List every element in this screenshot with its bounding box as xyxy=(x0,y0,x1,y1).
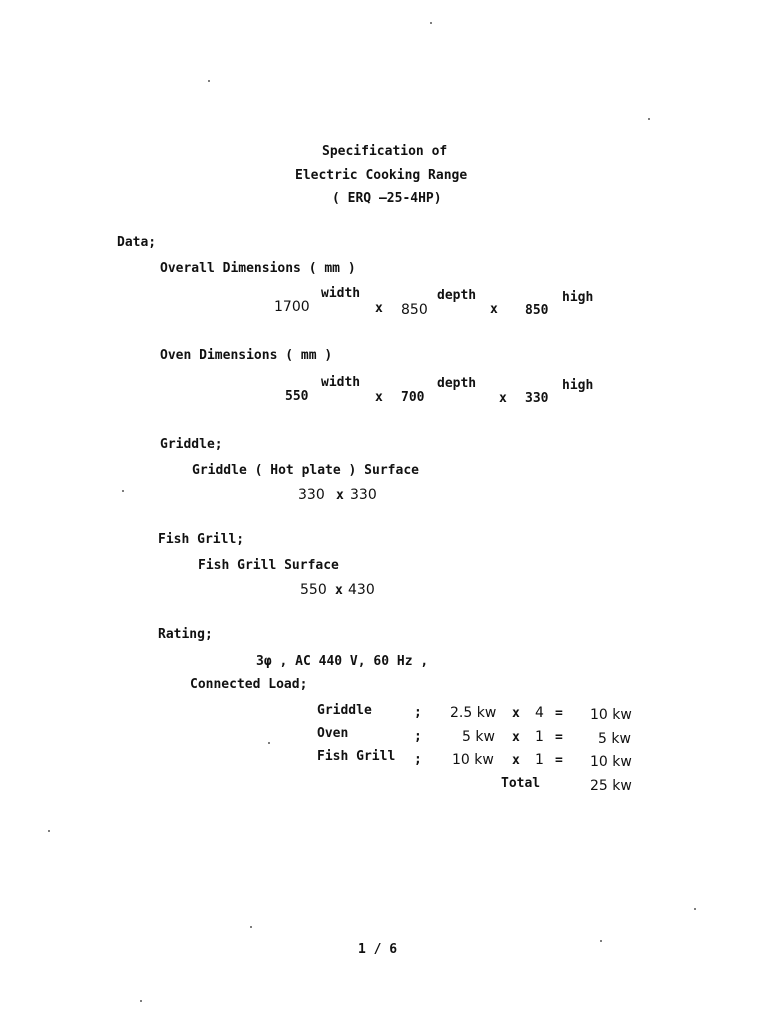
load-times: x xyxy=(512,753,520,768)
data-heading: Data; xyxy=(117,235,157,250)
fish-grill-size-times: x xyxy=(335,583,343,598)
load-name: Griddle xyxy=(317,703,372,718)
load-name: Fish Grill xyxy=(317,749,396,764)
load-unit-kw: 2.5 kw xyxy=(450,705,497,721)
overall-dimensions-label: Overall Dimensions ( mm ) xyxy=(160,261,356,276)
connected-load-label: Connected Load; xyxy=(190,677,308,692)
load-sep: ; xyxy=(414,729,422,744)
overall-high-value: 850 xyxy=(525,303,549,318)
load-total: 10 kw xyxy=(590,707,632,723)
scan-speck xyxy=(250,926,252,928)
scan-speck xyxy=(140,1000,142,1002)
load-qty: 4 xyxy=(535,705,544,721)
total-value: 25 kw xyxy=(590,778,632,794)
load-unit-kw: 10 kw xyxy=(452,752,494,768)
scan-speck xyxy=(600,940,602,942)
load-total: 10 kw xyxy=(590,754,632,770)
griddle-heading: Griddle; xyxy=(160,437,223,452)
scan-speck xyxy=(694,908,696,910)
load-sep: ; xyxy=(414,752,422,767)
scan-speck xyxy=(122,490,124,492)
overall-times-2: x xyxy=(490,302,498,317)
load-qty: 1 xyxy=(535,729,544,745)
fish-grill-size-b: 430 xyxy=(348,582,375,598)
oven-times-2: x xyxy=(499,391,507,406)
overall-high-label: high xyxy=(562,290,594,305)
total-label: Total xyxy=(501,776,541,791)
load-unit-kw: 5 kw xyxy=(462,729,495,745)
scan-speck xyxy=(268,742,270,744)
oven-times-1: x xyxy=(375,390,383,405)
overall-times-1: x xyxy=(375,301,383,316)
load-times: x xyxy=(512,706,520,721)
load-eq: = xyxy=(555,706,563,721)
load-total: 5 kw xyxy=(598,731,631,747)
overall-depth-value: 850 xyxy=(401,302,428,318)
load-name: Oven xyxy=(317,726,349,741)
oven-high-label: high xyxy=(562,378,594,393)
rating-heading: Rating; xyxy=(158,627,213,642)
overall-width-label: width xyxy=(321,286,361,301)
oven-dimensions-label: Oven Dimensions ( mm ) xyxy=(160,348,333,363)
oven-width-value: 550 xyxy=(285,389,309,404)
scan-speck xyxy=(208,80,210,82)
scan-speck xyxy=(430,22,432,24)
page-number: 1 / 6 xyxy=(358,942,398,957)
scan-speck xyxy=(648,118,650,120)
load-eq: = xyxy=(555,730,563,745)
scan-speck xyxy=(48,830,50,832)
griddle-size-a: 330 xyxy=(298,487,325,503)
oven-depth-label: depth xyxy=(437,376,477,391)
griddle-size-times: x xyxy=(336,488,344,503)
load-eq: = xyxy=(555,753,563,768)
title-line-2: Electric Cooking Range xyxy=(295,168,468,183)
griddle-surface-label: Griddle ( Hot plate ) Surface xyxy=(192,463,419,478)
power-supply: 3φ , AC 440 V, 60 Hz , xyxy=(256,654,429,669)
load-times: x xyxy=(512,730,520,745)
fish-grill-surface-label: Fish Grill Surface xyxy=(198,558,339,573)
model-number: ( ERQ –25-4HP) xyxy=(332,191,442,206)
overall-width-value: 1700 xyxy=(274,299,310,315)
load-sep: ; xyxy=(414,705,422,720)
oven-depth-value: 700 xyxy=(401,390,425,405)
load-qty: 1 xyxy=(535,752,544,768)
title-line-1: Specification of xyxy=(322,144,448,159)
oven-high-value: 330 xyxy=(525,391,549,406)
griddle-size-b: 330 xyxy=(350,487,377,503)
fish-grill-size-a: 550 xyxy=(300,582,327,598)
oven-width-label: width xyxy=(321,375,361,390)
fish-grill-heading: Fish Grill; xyxy=(158,532,245,547)
overall-depth-label: depth xyxy=(437,288,477,303)
